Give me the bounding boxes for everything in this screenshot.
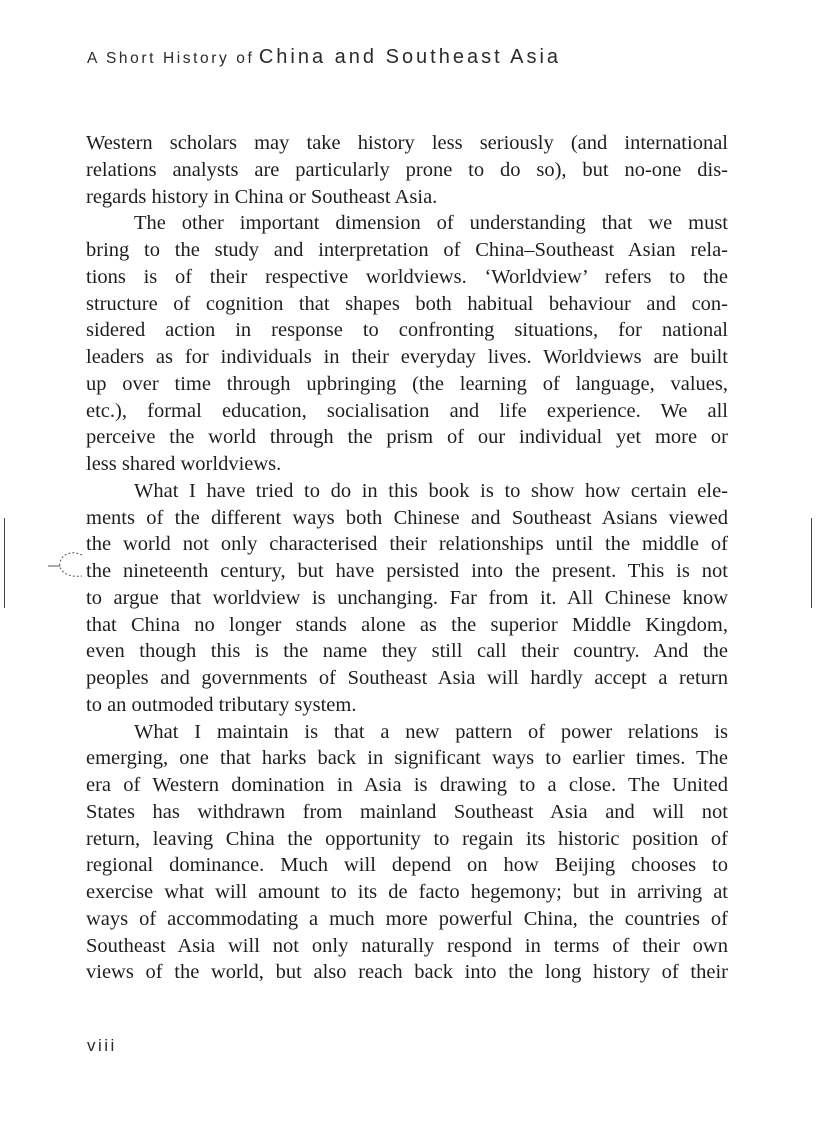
paragraph: [86, 210, 728, 478]
text-line: the nineteenth century, but have persisted into the present. This is not: [86, 560, 728, 582]
text-line: structure of cognition that shapes both habitual behaviour and con-: [86, 292, 728, 315]
text-line: views of the world, but also reach back into the long history of their: [86, 961, 728, 984]
running-head-title: China and Southeast Asia: [258, 46, 562, 68]
running-head: [87, 46, 561, 69]
text-line: perceive the world through the prism of our individual yet more or: [86, 426, 728, 449]
text-line: bring to the study and interpretation of China–Southeast Asian rela-: [86, 239, 728, 261]
text-line: emerging, one that harks back in significant ways to earlier times. The: [86, 747, 728, 770]
paragraph: [86, 719, 728, 987]
text-line: even though this is the name they still call their country. And the: [86, 640, 728, 663]
text-line: sidered action in response to confronting situations, for national: [86, 319, 728, 342]
text-line: the world not only characterised their relationships until the middle of: [86, 533, 728, 556]
text-line: to an outmoded tributary system.: [86, 693, 357, 716]
text-line: relations analysts are particularly prone to do so), but no-one dis-: [86, 158, 728, 181]
text-line: The other important dimension of understanding that we must: [134, 212, 728, 235]
paragraph: [86, 478, 728, 719]
text-line: to argue that worldview is unchanging. Far from it. All Chinese know: [86, 586, 728, 609]
text-line: that China no longer stands alone as the superior Middle Kingdom,: [86, 613, 728, 636]
page-number: viii: [87, 1036, 117, 1055]
text-line: regional dominance. Much will depend on how Beijing chooses to: [86, 854, 728, 877]
text-line: States has withdrawn from mainland Southeast Asia and will not: [86, 800, 728, 823]
body-text: [86, 130, 728, 986]
text-line: ments of the different ways both Chinese and Southeast Asians viewed: [86, 506, 728, 529]
text-line: exercise what will amount to its de facto hegemony; but in arriving at: [86, 881, 728, 903]
binding-hole-mark: [46, 548, 86, 582]
text-line: era of Western domination in Asia is drawing to a close. The United: [86, 774, 728, 796]
text-line: peoples and governments of Southeast Asia will hardly accept a return: [86, 667, 728, 689]
text-line: return, leaving China the opportunity to regain its historic position of: [86, 827, 728, 850]
text-line: What I maintain is that a new pattern of power relations is: [134, 720, 728, 743]
text-line: What I have tried to do in this book is to show how certain ele-: [134, 479, 728, 502]
text-line: Western scholars may take history less seriously (and international: [86, 132, 728, 154]
text-line: etc.), formal education, socialisation and life experience. We all: [86, 399, 728, 422]
text-line: ways of accommodating a much more powerful China, the countries of: [86, 907, 728, 930]
right-edge-mark: [811, 518, 812, 608]
left-edge-mark: [4, 518, 5, 608]
text-line: Southeast Asia will not only naturally respond in terms of their own: [86, 934, 728, 957]
text-line: leaders as for individuals in their everyday lives. Worldviews are built: [86, 346, 728, 368]
paragraph: [86, 130, 728, 210]
text-line: less shared worldviews.: [86, 453, 282, 475]
text-line: tions is of their respective worldviews. ‘Worldview’ refers to the: [86, 265, 728, 288]
running-head-prefix: A Short History of: [87, 50, 255, 67]
text-line: up over time through upbringing (the learning of language, values,: [86, 372, 728, 395]
text-line: regards history in China or Southeast Asia.: [86, 185, 438, 208]
